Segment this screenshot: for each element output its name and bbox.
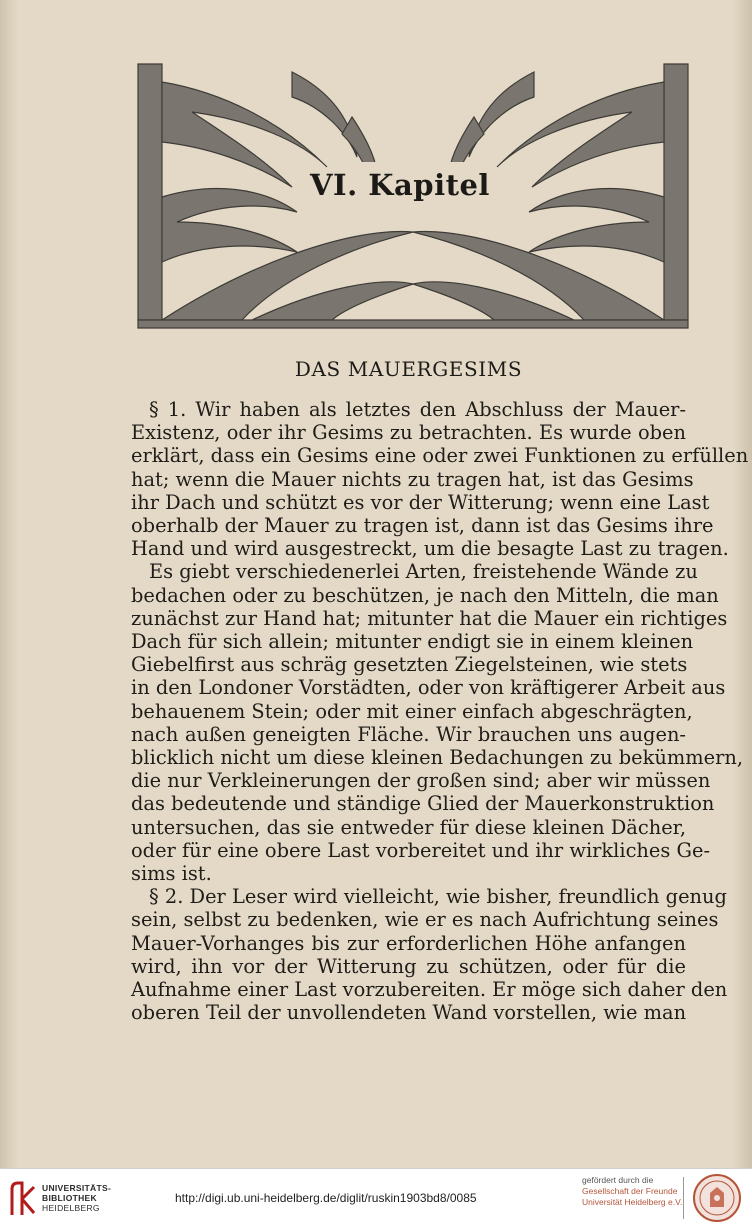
library-name-line: HEIDELBERG [42,1203,100,1213]
library-name-line: BIBLIOTHEK [42,1193,97,1203]
text-line: sims ist. [131,862,212,886]
text-line: zunächst zur Hand hat; mitunter hat die Mauer ein richtiges [131,606,728,630]
text-line: Es giebt verschiedenerlei Arten, freistehende Wände zu [149,560,698,584]
text-line: oberen Teil der unvollendeten Wand vorstellen, wie man [131,1001,687,1025]
text-line: nach außen geneigten Fläche. Wir brauchen uns augen- [131,722,686,746]
university-seal-icon [692,1173,742,1223]
sponsor-intro: gefördert durch die [582,1175,654,1185]
text-line: Dach für sich allein; mitunter endigt sie in einem kleinen [131,630,694,654]
text-line: Aufnahme einer Last vorzubereiten. Er möge sich daher den [131,978,728,1002]
text-line: wird, ihn vor der Witterung zu schützen, oder für die [131,954,686,978]
text-line: das bedeutende und ständige Glied der Mauerkonstruktion [131,792,715,816]
text-line: § 2. Der Leser wird vielleicht, wie bisher, freundlich genug [149,885,727,909]
text-line: bedachen oder zu beschützen, je nach den Mitteln, die man [131,583,719,607]
permalink-url[interactable]: http://digi.ub.uni-heidelberg.de/diglit/ruskin1903bd8/0085 [175,1191,477,1205]
text-line: hat; wenn die Mauer nichts zu tragen hat, ist das Gesims [131,467,694,491]
text-line: erklärt, dass ein Gesims eine oder zwei Funktionen zu erfüllen [131,444,749,468]
library-name [42,1183,111,1213]
text-line: blicklich nicht um diese kleinen Bedachungen zu bekümmern, [131,746,744,770]
sponsor-credit [582,1175,682,1208]
text-line: Hand und wird ausgestreckt, um die besagte Last zu tragen. [131,537,729,561]
text-line: untersuchen, das sie entweder für diese kleinen Dächer, [131,815,686,839]
text-line: sein, selbst zu bedenken, wie er es nach Aufrichtung seines [131,908,719,932]
library-name-line: UNIVERSITÄTS- [42,1183,112,1193]
text-line: § 1. Wir haben als letztes den Abschluss der Mauer- [149,398,686,421]
text-line: in den Londoner Vorstädten, oder von kräftigerer Arbeit aus [131,676,726,700]
text-line: oder für eine obere Last vorbereitet und ihr wirkliches Ge- [131,838,711,862]
body-text [131,398,749,1025]
sponsor-name-line: Gesellschaft der Freunde [582,1186,678,1196]
text-line: Giebelfirst aus schräg gesetzten Ziegelsteinen, wie stets [131,653,688,677]
viewer-footer [0,1168,752,1226]
chapter-title: VI. Kapitel [310,168,490,202]
footer-divider [683,1177,684,1219]
text-line: Mauer-Vorhanges bis zur erforderlichen Höhe anfangen [131,931,686,955]
text-line: die nur Verkleinerungen der großen sind; aber wir müssen [131,769,711,793]
text-line: behauenem Stein; oder mit einer einfach abgeschrägten, [131,699,693,723]
library-logo-icon [8,1181,38,1217]
text-line: oberhalb der Mauer zu tragen ist, dann ist das Gesims ihre [131,514,714,538]
sponsor-name-line: Universität Heidelberg e.V. [582,1197,683,1207]
section-title: DAS MAUERGESIMS [294,357,523,381]
text-line: ihr Dach und schützt es vor der Witterung; wenn eine Last [131,490,710,514]
text-line: Existenz, oder ihr Gesims zu betrachten. Es wurde oben [131,421,686,445]
